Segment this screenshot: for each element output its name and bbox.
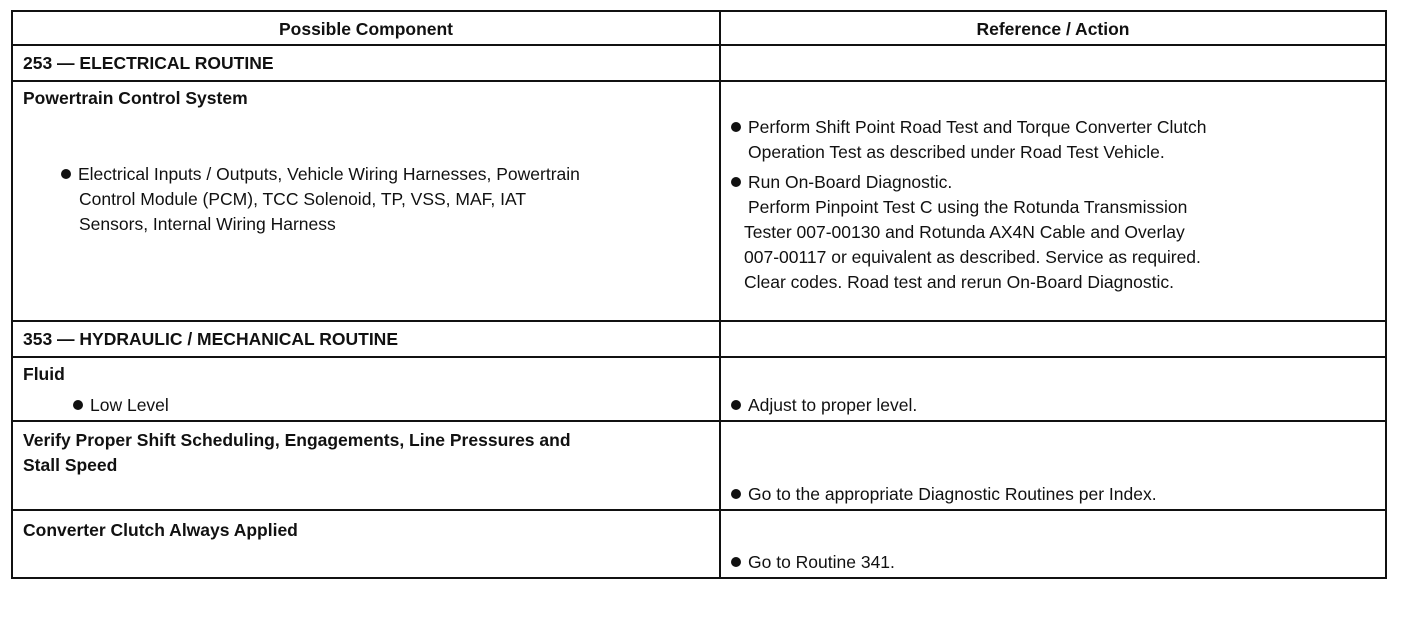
pcs-action-1 xyxy=(731,115,1375,165)
pcs-action-2 xyxy=(731,170,1375,295)
converter-action xyxy=(731,550,1375,575)
fluid-component-cell xyxy=(12,357,720,421)
pcs-action-2-line2: Perform Pinpoint Test C using the Rotunda Transmission xyxy=(748,197,1188,217)
diagnostic-table xyxy=(11,10,1387,579)
header-possible-component: Possible Component xyxy=(12,11,720,45)
bullet-icon xyxy=(61,162,78,187)
routine-353-empty xyxy=(720,321,1386,357)
pcs-item-line2: Control Module (PCM), TCC Solenoid, TP, VSS, MAF, IAT xyxy=(79,189,527,209)
bullet-icon xyxy=(731,115,748,140)
fluid-row xyxy=(12,357,1386,421)
header-reference-action: Reference / Action xyxy=(720,11,1386,45)
pcs-action-2-line4: 007-00117 or equivalent as described. Service as required. xyxy=(744,247,1201,267)
pcs-action-2-line5: Clear codes. Road test and rerun On-Board Diagnostic. xyxy=(744,272,1174,292)
converter-action-cell xyxy=(720,510,1386,578)
verify-action xyxy=(731,482,1375,507)
verify-title-line2: Stall Speed xyxy=(23,455,118,475)
fluid-item xyxy=(73,393,709,418)
bullet-icon xyxy=(731,550,748,575)
verify-row xyxy=(12,421,1386,510)
bullet-icon xyxy=(73,393,90,418)
fluid-item-label: Low Level xyxy=(90,395,169,415)
fluid-action-cell xyxy=(720,357,1386,421)
bullet-icon xyxy=(731,170,748,195)
routine-253-empty xyxy=(720,45,1386,81)
pcs-title: Powertrain Control System xyxy=(23,88,248,108)
pcs-component-item xyxy=(61,162,709,237)
verify-action-cell xyxy=(720,421,1386,510)
routine-253-label: 253 — ELECTRICAL ROUTINE xyxy=(12,45,720,81)
converter-title: Converter Clutch Always Applied xyxy=(23,520,298,540)
pcs-action-cell xyxy=(720,81,1386,321)
verify-action-label: Go to the appropriate Diagnostic Routines per Index. xyxy=(748,484,1157,504)
pcs-action-2-line3: Tester 007-00130 and Rotunda AX4N Cable and Overlay xyxy=(744,222,1185,242)
converter-component-cell xyxy=(12,510,720,578)
pcs-row xyxy=(12,81,1386,321)
verify-title-line1: Verify Proper Shift Scheduling, Engagements, Line Pressures and xyxy=(23,430,571,450)
fluid-action xyxy=(731,393,1375,418)
bullet-icon xyxy=(731,482,748,507)
pcs-action-1-line2: Operation Test as described under Road Test Vehicle. xyxy=(748,142,1165,162)
routine-253-row xyxy=(12,45,1386,81)
routine-353-row xyxy=(12,321,1386,357)
bullet-icon xyxy=(731,393,748,418)
pcs-component-cell xyxy=(12,81,720,321)
header-row xyxy=(12,11,1386,45)
fluid-title: Fluid xyxy=(23,364,65,384)
pcs-action-2-line1: Run On-Board Diagnostic. xyxy=(748,172,953,192)
converter-action-label: Go to Routine 341. xyxy=(748,552,895,572)
pcs-item-line1: Electrical Inputs / Outputs, Vehicle Wiring Harnesses, Powertrain xyxy=(78,164,580,184)
converter-row xyxy=(12,510,1386,578)
fluid-action-label: Adjust to proper level. xyxy=(748,395,918,415)
pcs-item-line3: Sensors, Internal Wiring Harness xyxy=(79,214,336,234)
routine-353-label: 353 — HYDRAULIC / MECHANICAL ROUTINE xyxy=(12,321,720,357)
pcs-action-1-line1: Perform Shift Point Road Test and Torque Converter Clutch xyxy=(748,117,1207,137)
verify-component-cell xyxy=(12,421,720,510)
